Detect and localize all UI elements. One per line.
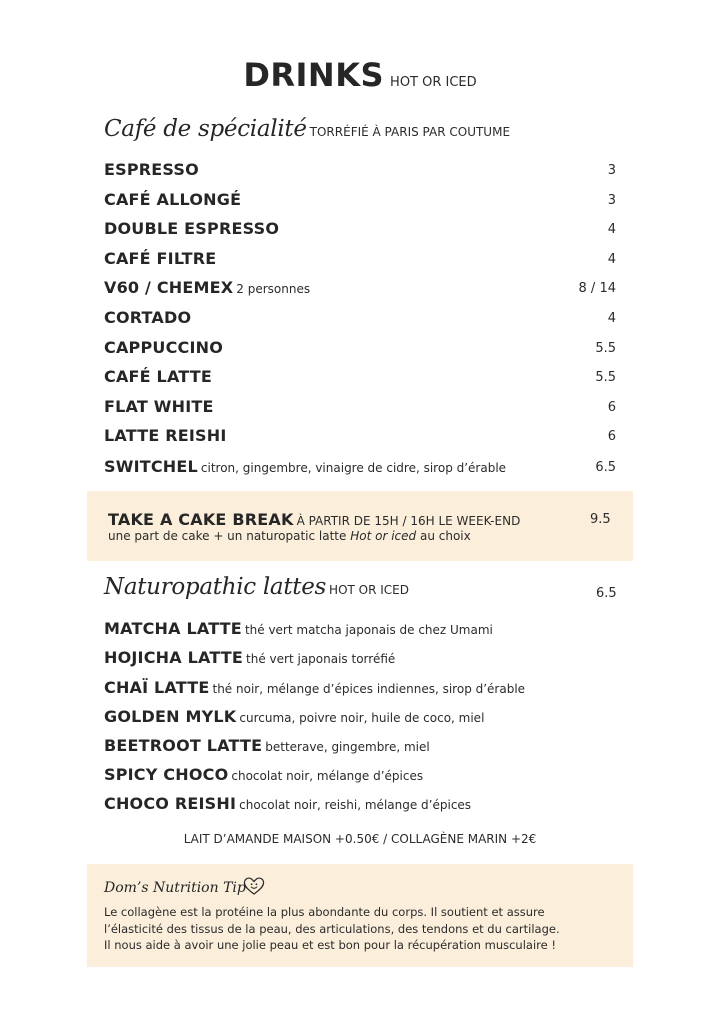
item-name: CHOCO REISHI — [104, 794, 237, 813]
menu-item — [104, 219, 616, 243]
menu-item — [104, 736, 616, 760]
item-price: 5.5 — [595, 370, 616, 385]
cake-break-title: TAKE A CAKE BREAK — [108, 510, 294, 529]
menu-item — [104, 308, 616, 332]
lattes-title: Naturopathic lattes — [104, 574, 327, 600]
menu-item — [104, 678, 616, 702]
item-desc: thé vert japonais torréfié — [246, 652, 396, 666]
item-desc: chocolat noir, mélange d’épices — [231, 769, 424, 783]
item-name: BEETROOT LATTE — [104, 736, 263, 755]
item-price: 4 — [607, 252, 616, 267]
item-name: CHAÏ LATTE — [104, 678, 210, 697]
item-desc: chocolat noir, reishi, mélange d’épices — [239, 798, 472, 812]
tip-title: Dom’s Nutrition Tip — [104, 880, 246, 896]
item-name: CORTADO — [104, 308, 192, 327]
menu-item — [104, 707, 616, 731]
item-name: CAFÉ ALLONGÉ — [104, 190, 242, 209]
heart-smile-icon — [243, 876, 265, 896]
item-price: 6 — [607, 400, 616, 415]
tip-line: l’élasticité des tissus de la peau, des articulations, des tendons et du cartilage. — [104, 921, 560, 936]
menu-item — [104, 160, 616, 184]
tip-line: Le collagène est la protéine la plus abondante du corps. Il soutient et assure — [104, 905, 545, 919]
specialty-title: Café de spécialité — [104, 116, 307, 142]
item-name: GOLDEN MYLK — [104, 707, 237, 726]
item-price: 4 — [607, 311, 616, 326]
specialty-subtitle: TORRÉFIÉ À PARIS PAR COUTUME — [309, 125, 511, 139]
item-price: 5.5 — [595, 341, 616, 356]
cake-desc-em: Hot or iced — [350, 529, 417, 543]
cake-desc-after: au choix — [419, 529, 471, 543]
menu-item — [104, 426, 616, 450]
page-subtitle: HOT OR ICED — [390, 75, 477, 90]
cake-desc-before: une part de cake + un naturopatic latte — [108, 529, 347, 543]
item-name: CAFÉ LATTE — [104, 367, 213, 386]
menu-item — [104, 648, 616, 672]
item-price: 4 — [607, 222, 616, 237]
item-name: DOUBLE ESPRESSO — [104, 219, 280, 238]
menu-item — [104, 397, 616, 421]
item-price: 8 / 14 — [578, 281, 616, 296]
menu-item — [104, 367, 616, 391]
cake-break-price: 9.5 — [590, 512, 611, 527]
addons-note: LAIT D’AMANDE MAISON +0.50€ / COLLAGÈNE MARIN +2€ — [183, 832, 537, 846]
item-price: 3 — [607, 163, 616, 178]
menu-item — [104, 619, 616, 643]
menu-item — [104, 249, 616, 273]
item-name: SWITCHEL — [104, 457, 198, 476]
menu-item — [104, 190, 616, 214]
item-desc: curcuma, poivre noir, huile de coco, miel — [239, 711, 485, 725]
cake-break-desc — [108, 529, 471, 543]
item-name: SPICY CHOCO — [104, 765, 229, 784]
item-desc: citron, gingembre, vinaigre de cidre, sirop d’érable — [200, 461, 507, 475]
item-desc: 2 personnes — [236, 282, 311, 296]
item-name: V60 / CHEMEX — [104, 278, 234, 297]
cake-break-subtitle: À PARTIR DE 15H / 16H LE WEEK-END — [296, 514, 521, 528]
menu-item — [104, 794, 616, 818]
tip-line: Il nous aide à avoir une jolie peau et est bon pour la récupération musculaire ! — [104, 938, 556, 952]
item-price: 6.5 — [595, 460, 616, 475]
menu-item — [104, 457, 616, 481]
item-desc: betterave, gingembre, miel — [265, 740, 430, 754]
item-name: ESPRESSO — [104, 160, 199, 179]
item-name: FLAT WHITE — [104, 397, 214, 416]
item-name: CAFÉ FILTRE — [104, 249, 217, 268]
specialty-section-header — [104, 116, 510, 142]
item-desc: thé noir, mélange d’épices indiennes, sirop d’érable — [212, 682, 526, 696]
item-name: LATTE REISHI — [104, 426, 227, 445]
menu-item — [104, 278, 616, 302]
lattes-section-header — [104, 574, 409, 600]
menu-item — [104, 338, 616, 362]
item-price: 3 — [607, 193, 616, 208]
nutrition-tip-box — [87, 864, 633, 967]
item-name: HOJICHA LATTE — [104, 648, 244, 667]
cake-break-box — [87, 491, 633, 561]
tip-body — [104, 904, 624, 954]
page-title: DRINKS — [243, 56, 385, 94]
lattes-subtitle: HOT OR ICED — [329, 583, 409, 597]
menu-item — [104, 765, 616, 789]
item-price: 6 — [607, 429, 616, 444]
item-name: CAPPUCCINO — [104, 338, 223, 357]
lattes-price: 6.5 — [596, 586, 617, 601]
cake-break-header — [108, 510, 520, 529]
item-name: MATCHA LATTE — [104, 619, 242, 638]
item-desc: thé vert matcha japonais de chez Umami — [244, 623, 493, 637]
drinks-header — [0, 56, 720, 94]
